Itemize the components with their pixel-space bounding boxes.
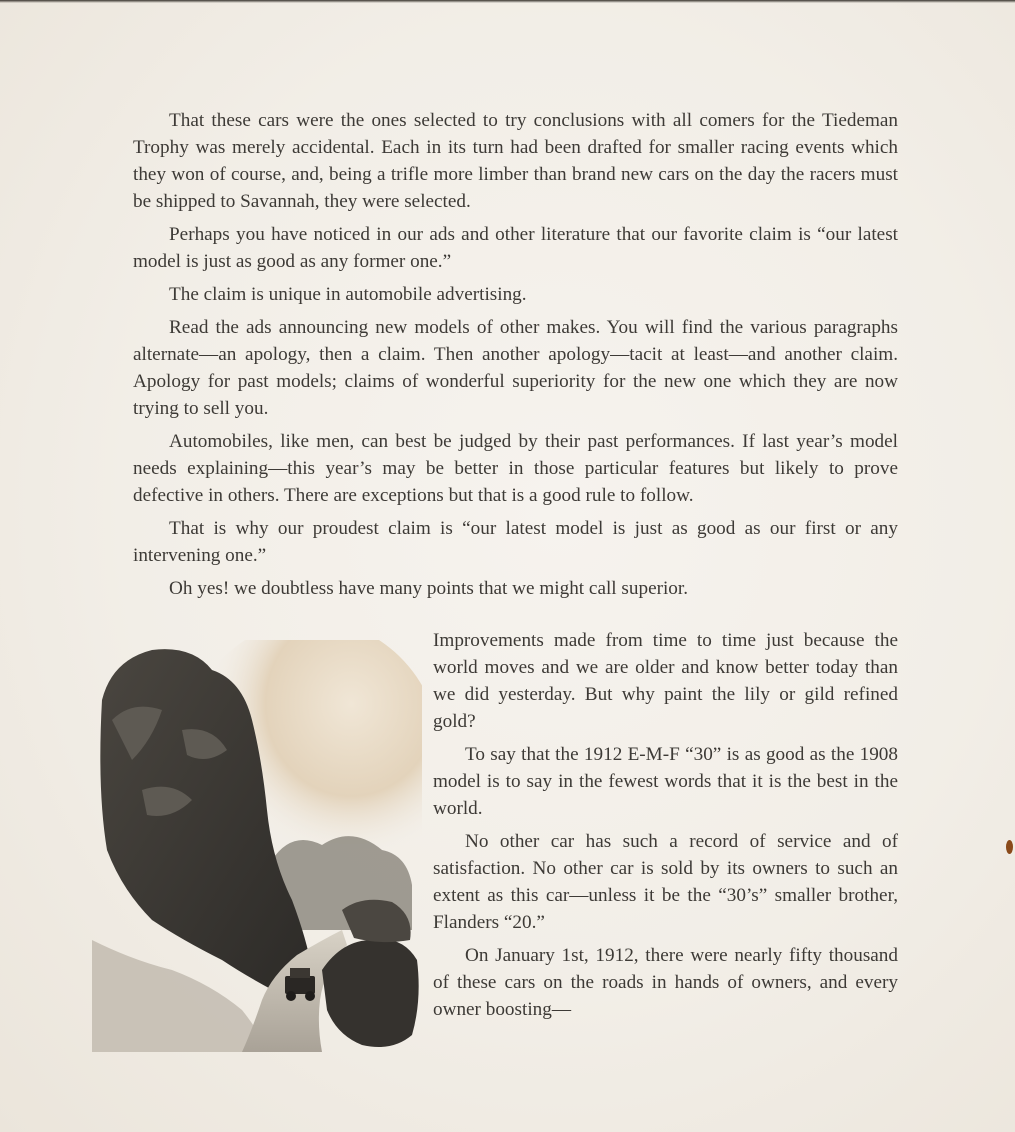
paragraph: That is why our proudest claim is “our latest model is just as good as our first or any intervening one.” <box>133 518 898 566</box>
paragraph: Read the ads announcing new models of other makes. You will find the various paragraphs alternate—an apology, then a claim. Then another apology—tacit at least—and another claim. Apology for past models; claims of wonderful superiority for the new one which they are now trying to sell you. <box>133 317 898 419</box>
paragraph: On January 1st, 1912, there were nearly fifty thousand of these cars on the roads in hands of owners, and every owner boosting— <box>433 945 898 1020</box>
paragraph-wrap-intro: Oh yes! we doubtless have many points that we might call superior. <box>169 578 689 599</box>
page-top-edge <box>0 0 1015 3</box>
wrapped-text-column <box>433 627 898 1029</box>
paragraph: Automobiles, like men, can best be judged by their past performances. If last year’s model needs explaining—this year’s may be better in those particular features but likely to prove defective in others. There are exceptions but that is a good rule to follow. <box>133 431 898 506</box>
road-illustration <box>92 640 422 1052</box>
paragraph: To say that the 1912 E-M-F “30” is as good as the 1908 model is to say in the fewest words that it is the best in the world. <box>433 744 898 819</box>
paragraph: Perhaps you have noticed in our ads and other literature that our favorite claim is “our latest model is just as good as any former one.” <box>133 224 898 272</box>
paragraph: The claim is unique in automobile advertising. <box>169 284 527 305</box>
paragraph: No other car has such a record of service and of satisfaction. No other car is sold by its owners to such an extent as this car—unless it be the “30’s” smaller brother, Flanders “20.” <box>433 831 898 933</box>
paper-stain <box>1006 840 1013 854</box>
paragraph: That these cars were the ones selected to try conclusions with all comers for the Tiedeman Trophy was merely accidental. Each in its turn had been drafted for smaller racing events which they won of course, and, being a trifle more limber than brand new cars on the day the racers must be shipped to Savannah, they were selected. <box>133 110 898 212</box>
body-text <box>133 107 898 602</box>
roadside-bushes <box>322 939 419 1047</box>
paragraph-continuation: Improvements made from time to time just because the world moves and we are older and know better today than we did yesterday. But why paint the lily or gild refined gold? <box>433 630 898 732</box>
